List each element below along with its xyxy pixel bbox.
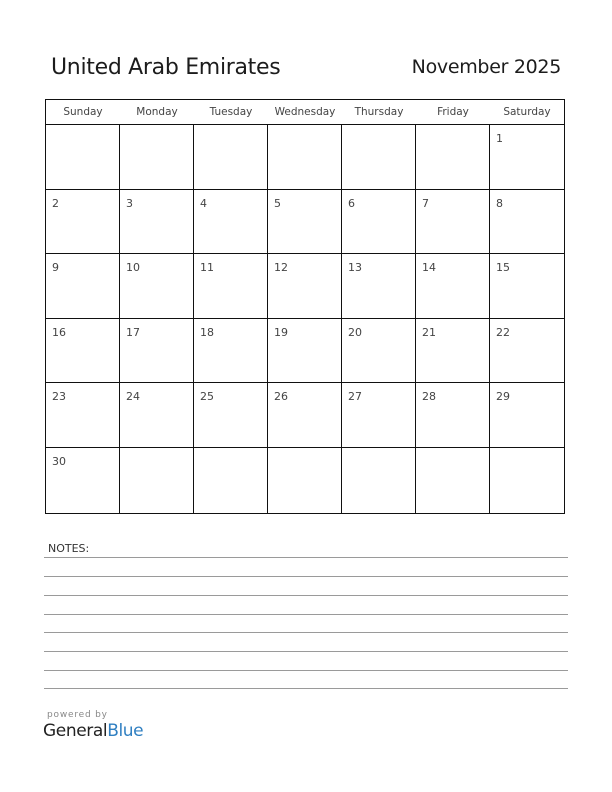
calendar-grid (45, 99, 565, 514)
weekday-header-row (46, 100, 564, 125)
day-cell (120, 125, 194, 190)
weekday-sunday: Sunday (63, 106, 103, 118)
day-cell (490, 448, 564, 513)
day-cell (416, 448, 490, 513)
notes-line (44, 632, 568, 633)
notes-line (44, 688, 568, 689)
day-cell: 14 (416, 254, 490, 319)
notes-line (44, 670, 568, 671)
day-cell: 23 (46, 383, 120, 448)
day-cell: 13 (342, 254, 416, 319)
day-cell: 6 (342, 190, 416, 255)
day-cell (120, 448, 194, 513)
day-cell: 16 (46, 319, 120, 384)
notes-line (44, 614, 568, 615)
day-cell (268, 125, 342, 190)
weekday-tuesday: Tuesday (209, 106, 253, 118)
day-cell (342, 125, 416, 190)
notes-label: NOTES: (48, 542, 90, 555)
notes-line (44, 595, 568, 596)
notes-line (44, 651, 568, 652)
country-title: United Arab Emirates (51, 55, 281, 80)
notes-line (44, 576, 568, 577)
weekday-friday: Friday (437, 106, 469, 118)
day-cell: 27 (342, 383, 416, 448)
day-cell (194, 448, 268, 513)
day-cell (416, 125, 490, 190)
days-grid (46, 125, 564, 513)
brand-general: General (43, 721, 108, 741)
day-cell: 20 (342, 319, 416, 384)
day-cell: 11 (194, 254, 268, 319)
weekday-wednesday: Wednesday (274, 106, 336, 118)
day-cell (46, 125, 120, 190)
day-cell: 10 (120, 254, 194, 319)
day-cell: 15 (490, 254, 564, 319)
day-cell: 2 (46, 190, 120, 255)
day-cell: 22 (490, 319, 564, 384)
day-cell: 9 (46, 254, 120, 319)
day-cell: 18 (194, 319, 268, 384)
day-cell: 3 (120, 190, 194, 255)
weekday-saturday: Saturday (503, 106, 551, 118)
day-cell: 29 (490, 383, 564, 448)
day-cell: 28 (416, 383, 490, 448)
generalblue-logo (43, 721, 143, 741)
day-cell: 24 (120, 383, 194, 448)
day-cell: 5 (268, 190, 342, 255)
brand-blue: Blue (107, 721, 144, 741)
day-cell: 8 (490, 190, 564, 255)
month-year-title: November 2025 (411, 56, 561, 78)
day-cell: 25 (194, 383, 268, 448)
day-cell (342, 448, 416, 513)
day-cell (268, 448, 342, 513)
day-cell: 1 (490, 125, 564, 190)
weekday-thursday: Thursday (354, 106, 404, 118)
day-cell: 12 (268, 254, 342, 319)
day-cell: 7 (416, 190, 490, 255)
day-cell: 30 (46, 448, 120, 513)
day-cell: 19 (268, 319, 342, 384)
day-cell: 21 (416, 319, 490, 384)
weekday-monday: Monday (136, 106, 178, 118)
powered-by-text: powered by (47, 710, 108, 720)
day-cell: 17 (120, 319, 194, 384)
day-cell: 4 (194, 190, 268, 255)
notes-line (44, 557, 568, 558)
day-cell: 26 (268, 383, 342, 448)
day-cell (194, 125, 268, 190)
